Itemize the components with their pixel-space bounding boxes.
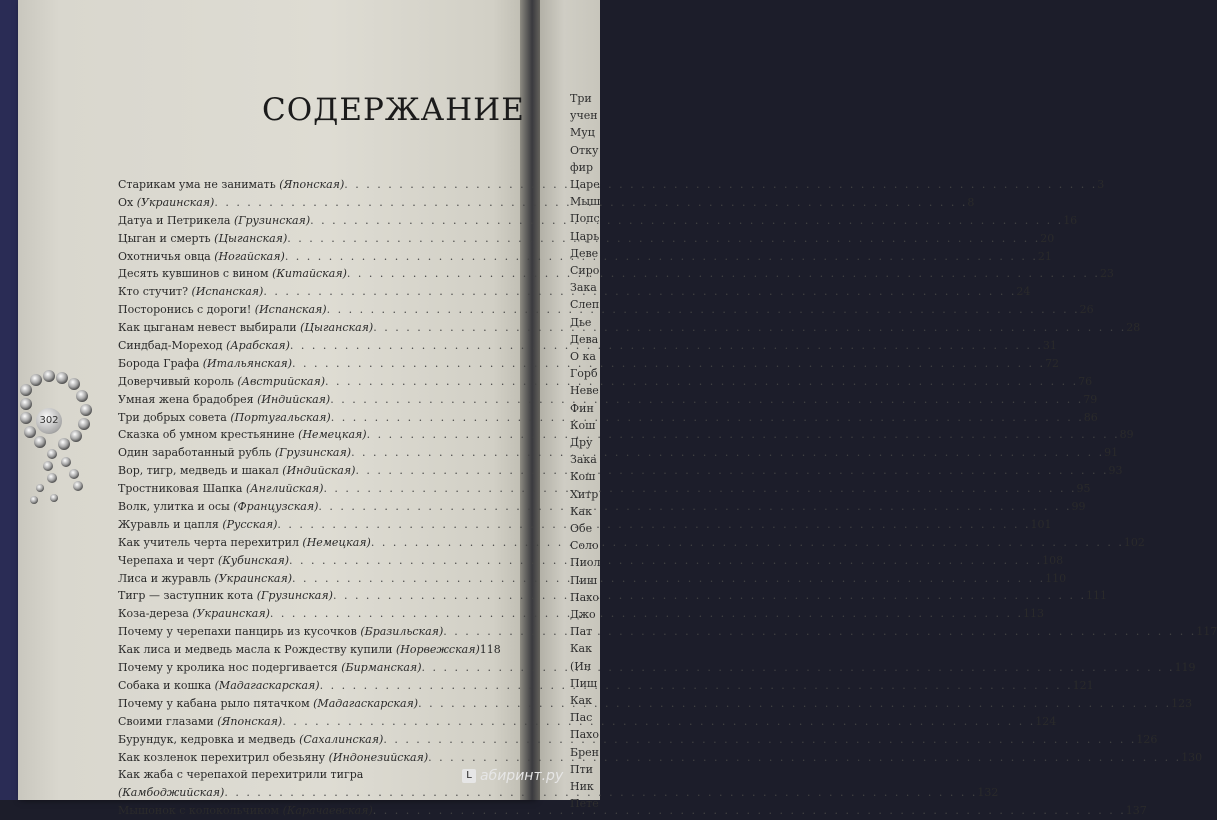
toc-entry-page: 124 xyxy=(1035,714,1057,728)
toc-entry-title: Как учитель черта перехитрил xyxy=(118,535,303,549)
toc-entry-page: 72 xyxy=(1045,356,1060,370)
toc-entry-origin: (Украинская) xyxy=(136,195,215,209)
right-page-line: Горб xyxy=(570,367,598,381)
right-page-line: Дру xyxy=(570,436,593,449)
leader-dots xyxy=(443,623,1196,641)
toc-entry-origin: (Мадагаскарская) xyxy=(214,678,320,692)
toc-entry-origin: (Бирманская) xyxy=(341,661,422,675)
leader-dots xyxy=(351,444,1104,462)
toc-entry-page: 101 xyxy=(1030,517,1052,531)
right-page-line: (Ин xyxy=(570,659,592,673)
toc-entry-origin: (Цыганская) xyxy=(300,321,374,335)
toc-entry-origin: (Арабская) xyxy=(226,339,290,353)
toc-entry xyxy=(118,766,496,784)
toc-entry-page: 16 xyxy=(1063,213,1078,227)
toc-entry-origin: (Украинская) xyxy=(192,607,270,621)
toc-entry-page: 3 xyxy=(1097,178,1105,191)
right-page-line: Мыш xyxy=(570,195,601,209)
toc-entry-title: Кто стучит? xyxy=(118,285,192,299)
toc-entry-page: 132 xyxy=(977,786,999,800)
bead-necklace-ornament xyxy=(18,370,94,530)
right-page-line: Фин xyxy=(570,401,594,415)
toc-entry-title: Бурундук, кедровка и медведь xyxy=(118,732,300,746)
right-page-line: Пиш xyxy=(570,676,598,690)
page-number: 302 xyxy=(36,408,62,434)
toc-entry-page: 23 xyxy=(1099,267,1114,281)
background-left xyxy=(0,0,20,800)
toc-entry-origin: (Цыганская) xyxy=(214,231,288,245)
toc-entry-origin: (Итальянская) xyxy=(202,356,293,370)
right-page-line: Как xyxy=(570,504,592,518)
toc-entry-page: 117 xyxy=(1196,625,1217,639)
toc-entry-origin: (Индийская) xyxy=(257,392,331,406)
toc-entry-title: Своими глазами xyxy=(118,714,218,728)
right-page-line: Пете xyxy=(570,797,599,811)
toc-entry-title: Собака и кошка xyxy=(118,678,215,692)
toc-entry-page: 102 xyxy=(1123,535,1145,549)
toc-entry-title: Посторонись с дороги! xyxy=(118,303,255,317)
toc-entry-page: 118 xyxy=(479,643,501,657)
toc-entry-title: Три добрых совета xyxy=(118,410,231,424)
right-page-line: Деве xyxy=(570,246,599,260)
toc-entry-page: 8 xyxy=(967,195,975,209)
toc-entry-title: Охотничья овца xyxy=(118,249,215,263)
toc-entry-title: Лиса и журавль xyxy=(118,571,215,585)
toc-entry-page: 119 xyxy=(1174,661,1196,675)
leader-dots xyxy=(355,462,1108,480)
toc-entry-title: Десять кувшинов с вином xyxy=(118,267,273,281)
toc-entry-page: 137 xyxy=(1125,804,1147,818)
toc-entry-origin: (Японская) xyxy=(217,714,283,728)
right-page-line: Муц xyxy=(570,126,595,140)
toc-entry-page: 108 xyxy=(1042,553,1064,567)
right-page-line: О ка xyxy=(570,350,596,363)
toc-entry-origin: (Китайская) xyxy=(272,267,347,281)
leader-dots xyxy=(270,605,1023,623)
leader-dots xyxy=(327,301,1080,319)
toc-entry-origin: (Украинская) xyxy=(214,571,293,585)
toc-entry-title: Доверчивый король xyxy=(118,374,238,388)
toc-entry-title: Тростниковая Шапка xyxy=(118,482,246,496)
toc-entry-page: 99 xyxy=(1071,500,1086,514)
right-page-line: Царь xyxy=(570,229,600,243)
toc-entry-page: 95 xyxy=(1076,482,1091,496)
toc-entry-title: Умная жена брадобрея xyxy=(118,392,258,406)
leader-dots xyxy=(287,230,1040,248)
toc-entry xyxy=(118,641,501,659)
toc-entry-title: Ох xyxy=(118,195,137,209)
toc-entry-origin: (Французская) xyxy=(233,500,319,514)
toc-entry-title: Цыган и смерть xyxy=(118,231,215,245)
toc-entry-page: 89 xyxy=(1119,428,1134,442)
toc-entry-title: Как жаба с черепахой перехитрили тигра xyxy=(118,768,364,782)
leader-dots xyxy=(285,248,1038,266)
leader-dots xyxy=(428,749,1181,767)
right-page-line: учен xyxy=(570,109,598,123)
right-page-line: Неве xyxy=(570,384,599,398)
leader-dots xyxy=(373,802,1126,820)
right-page-line: Ник xyxy=(570,780,594,793)
leader-dots xyxy=(331,409,1084,427)
toc-entry-origin: (Немецкая) xyxy=(298,428,367,442)
toc-entry-origin: (Сахалинская) xyxy=(299,732,384,746)
toc-entry-origin: (Мадагаскарская) xyxy=(313,696,419,710)
leader-dots xyxy=(344,176,1097,194)
right-page-line: Обе xyxy=(570,522,593,535)
leader-dots xyxy=(325,373,1078,391)
page-title: СОДЕРЖАНИЕ xyxy=(262,92,525,128)
leader-dots xyxy=(224,784,977,802)
right-page-line: Пас xyxy=(570,711,593,725)
right-page-line: Зака xyxy=(570,281,597,295)
toc-entry-page: 24 xyxy=(1016,285,1031,299)
right-page-line: Соло xyxy=(570,539,599,553)
right-page-line: Кош xyxy=(570,470,596,484)
right-page-line: Как xyxy=(570,694,592,707)
toc-entry-origin: (Австрийская) xyxy=(237,374,326,388)
toc-entry-origin: (Португальская) xyxy=(230,410,331,424)
leader-dots xyxy=(367,426,1120,444)
toc-entry-page: 113 xyxy=(1022,607,1044,621)
toc-entry-origin: (Японская) xyxy=(279,178,345,191)
leader-dots xyxy=(418,695,1171,713)
right-page-line: Пат xyxy=(570,625,593,639)
toc-entry-page: 91 xyxy=(1104,446,1119,460)
toc-entry-title: Почему у кролика нос подергивается xyxy=(118,661,342,675)
toc-entry-origin: (Индийская) xyxy=(282,464,356,478)
toc-entry-origin: (Ногайская) xyxy=(214,249,285,263)
watermark-text: абиринт.ру xyxy=(480,768,564,784)
toc-entry-title: Коза-дереза xyxy=(118,607,193,621)
leader-dots xyxy=(263,283,1016,301)
watermark xyxy=(462,768,563,784)
toc-entry-title: Почему у черепахи панцирь из кусочков xyxy=(118,625,361,639)
toc-entry-page: 21 xyxy=(1037,249,1052,263)
leader-dots xyxy=(422,659,1175,677)
toc-entry-origin: (Испанская) xyxy=(191,285,264,299)
right-page-line: Слеп xyxy=(570,298,600,312)
right-page-line: Отку xyxy=(570,143,599,157)
toc-entry-origin: (Норвежская) xyxy=(395,643,480,657)
toc-entry-title: Черепаха и черт xyxy=(118,553,218,567)
right-page-line: Сиро xyxy=(570,264,600,277)
toc-entry-origin: (Бразильская) xyxy=(360,625,444,639)
toc-entry-origin: (Русская) xyxy=(222,517,278,531)
toc-entry-title: Датуа и Петрикела xyxy=(118,213,234,227)
toc-entry-title: Почему у кабана рыло пятачком xyxy=(118,696,314,710)
toc-entry-title: Вор, тигр, медведь и шакал xyxy=(118,464,283,478)
toc-entry-page: 79 xyxy=(1083,392,1098,406)
leader-dots xyxy=(292,570,1045,588)
toc-entry-origin: (Грузинская) xyxy=(256,589,333,603)
toc-entry-title: Борода Графа xyxy=(118,356,203,370)
right-page-line: Пахо xyxy=(570,590,599,604)
toc-entry-page: 20 xyxy=(1040,231,1055,245)
toc-entry-title: Как цыганам невест выбирали xyxy=(118,321,301,335)
leader-dots xyxy=(277,516,1030,534)
toc-entry-title: Один заработанный рубль xyxy=(118,446,275,460)
toc-entry-origin: (Немецкая) xyxy=(302,535,371,549)
toc-entry-page: 76 xyxy=(1078,374,1093,388)
toc-entry-page: 126 xyxy=(1136,732,1158,746)
leader-dots xyxy=(282,713,1035,731)
toc-entry-page: 121 xyxy=(1072,678,1094,692)
toc-entry-title: Волк, улитка и осы xyxy=(118,500,234,514)
right-page-line: Три xyxy=(570,92,592,105)
leader-dots xyxy=(383,731,1136,749)
leader-dots xyxy=(320,677,1073,695)
leader-dots xyxy=(289,552,1042,570)
toc-entry-page: 130 xyxy=(1181,750,1203,764)
right-page-line: Хитр xyxy=(570,487,599,501)
leader-dots xyxy=(318,498,1071,516)
toc-entry-title: Сказка об умном крестьянине xyxy=(118,428,299,442)
toc-entry-title: Мышонок с колокольчиком xyxy=(118,804,283,818)
toc-entry-title: Журавль и цапля xyxy=(118,517,223,531)
toc-entry-origin: (Английская) xyxy=(245,482,324,496)
leader-dots xyxy=(347,265,1100,283)
toc-entry-origin: (Камбоджийская) xyxy=(118,786,225,800)
leader-dots xyxy=(292,355,1045,373)
right-page-line: Зака xyxy=(570,453,597,467)
toc-entry-page: 111 xyxy=(1086,589,1107,603)
toc-entry-page: 110 xyxy=(1045,571,1067,585)
leader-dots xyxy=(214,194,967,212)
right-page-line: Пти xyxy=(570,762,594,776)
leader-dots xyxy=(323,480,1076,498)
toc-entry-page: 28 xyxy=(1126,321,1141,335)
right-page-line: Брен xyxy=(570,745,599,759)
toc-entry-page: 93 xyxy=(1108,464,1123,478)
toc-entry-origin: (Кубинская) xyxy=(217,553,290,567)
toc-entry-origin: (Грузинская) xyxy=(233,213,311,227)
leader-dots xyxy=(333,587,1086,605)
right-page-line: Дева xyxy=(570,332,599,346)
toc-entry-page: 26 xyxy=(1079,303,1094,317)
toc-entry-title: Тигр — заступник кота xyxy=(118,589,257,603)
right-page-line: Пиш xyxy=(570,573,598,587)
leader-dots xyxy=(371,534,1124,552)
leader-dots xyxy=(373,319,1126,337)
toc-entry-page: 31 xyxy=(1042,339,1057,353)
right-page-line: Царе xyxy=(570,178,600,191)
leader-dots xyxy=(310,212,1063,230)
leader-dots xyxy=(330,391,1083,409)
right-page-line: Кош xyxy=(570,418,596,432)
toc-entry-title: Синдбад-Мореход xyxy=(118,339,227,353)
toc-entry-origin: (Испанская) xyxy=(254,303,327,317)
right-page-line: Пиол xyxy=(570,556,601,570)
right-page-line: Попс xyxy=(570,212,600,226)
toc-entry-title: Как козленок перехитрил обезьяну xyxy=(118,750,329,764)
toc-entry-title: Как лиса и медведь масла к Рождеству купили xyxy=(118,643,396,657)
leader-dots xyxy=(290,337,1043,355)
toc-entry-origin: (Карачаевская) xyxy=(282,804,373,818)
toc-entry-page: 86 xyxy=(1083,410,1098,424)
right-page-line: Дье xyxy=(570,315,592,329)
right-page-line: фир xyxy=(570,160,593,174)
toc-entry-title: Старикам ума не занимать xyxy=(118,178,280,191)
labirint-logo-icon: L xyxy=(462,769,476,783)
right-page-line: Пахо xyxy=(570,728,599,742)
toc-entry-origin: (Грузинская) xyxy=(274,446,352,460)
toc-entry-page: 123 xyxy=(1171,696,1193,710)
right-page-line: Как xyxy=(570,642,592,656)
right-page-line: Джо xyxy=(570,608,596,621)
toc-entry-origin: (Индонезийская) xyxy=(328,750,429,764)
